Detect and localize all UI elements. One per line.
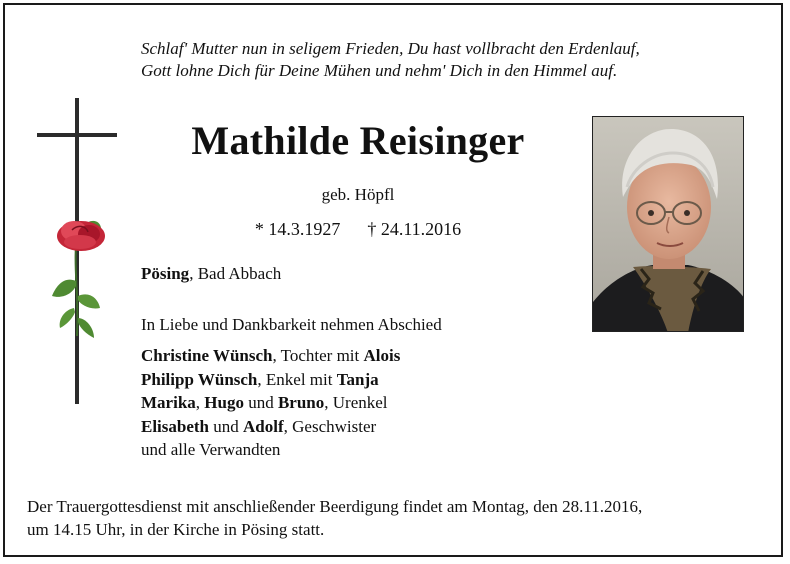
mourner-row bbox=[141, 391, 400, 415]
death-date: † 24.11.2016 bbox=[367, 219, 462, 239]
mourner-separator: und bbox=[209, 416, 244, 436]
verse-line-1: Schlaf' Mutter nun in seligem Frieden, Du hast vollbracht den Erdenlauf, bbox=[141, 39, 640, 58]
mourner-name: Adolf bbox=[243, 416, 284, 436]
mourner-name: Philipp Wünsch bbox=[141, 369, 258, 389]
mourner-name: Tanja bbox=[336, 369, 379, 389]
mourner-relation: , Enkel mit bbox=[257, 369, 337, 389]
mourner-relation: , Geschwister bbox=[283, 416, 377, 436]
birth-date: * 14.3.1927 bbox=[254, 219, 341, 239]
mourner-row: und alle Verwandten bbox=[141, 440, 281, 459]
verse-line-2: Gott lohne Dich für Deine Mühen und nehm' Dich in den Himmel auf. bbox=[141, 61, 618, 80]
mourner-name: Hugo bbox=[204, 393, 244, 412]
mourner-name: Bruno bbox=[277, 393, 325, 412]
deceased-name: Mathilde Reisinger bbox=[191, 118, 525, 163]
mourner-separator: und bbox=[243, 393, 278, 412]
mourner-name: Elisabeth bbox=[141, 416, 210, 436]
mourner-name: Alois bbox=[363, 346, 401, 365]
maiden-name: geb. Höpfl bbox=[321, 185, 395, 204]
farewell-line: In Liebe und Dankbarkeit nehmen Abschied bbox=[141, 315, 442, 334]
mourner-row bbox=[141, 344, 400, 368]
place-line bbox=[141, 264, 281, 284]
mourner-name: Christine Wünsch bbox=[141, 346, 273, 365]
place-rest: , Bad Abbach bbox=[189, 264, 282, 283]
service-line-1: Der Trauergottesdienst mit anschließender Beerdigung findet am Montag, den 28.11.2016, bbox=[27, 497, 643, 516]
mourner-relation: , Tochter mit bbox=[272, 346, 364, 365]
mourner-separator: , bbox=[195, 393, 205, 412]
mourner-row bbox=[141, 415, 400, 439]
mourner-relation: , Urenkel bbox=[324, 393, 388, 412]
memorial-verse bbox=[141, 38, 640, 82]
service-announcement bbox=[27, 495, 642, 541]
cross-with-rose-icon bbox=[34, 96, 124, 406]
mourner-name: Marika bbox=[141, 393, 196, 412]
life-dates bbox=[141, 219, 575, 240]
place-town: Pösing bbox=[141, 264, 190, 283]
mourner-row bbox=[141, 368, 400, 392]
portrait-photo bbox=[592, 116, 744, 332]
mourners-list bbox=[141, 344, 400, 462]
service-line-2: um 14.15 Uhr, in der Kirche in Pösing statt. bbox=[27, 520, 325, 539]
